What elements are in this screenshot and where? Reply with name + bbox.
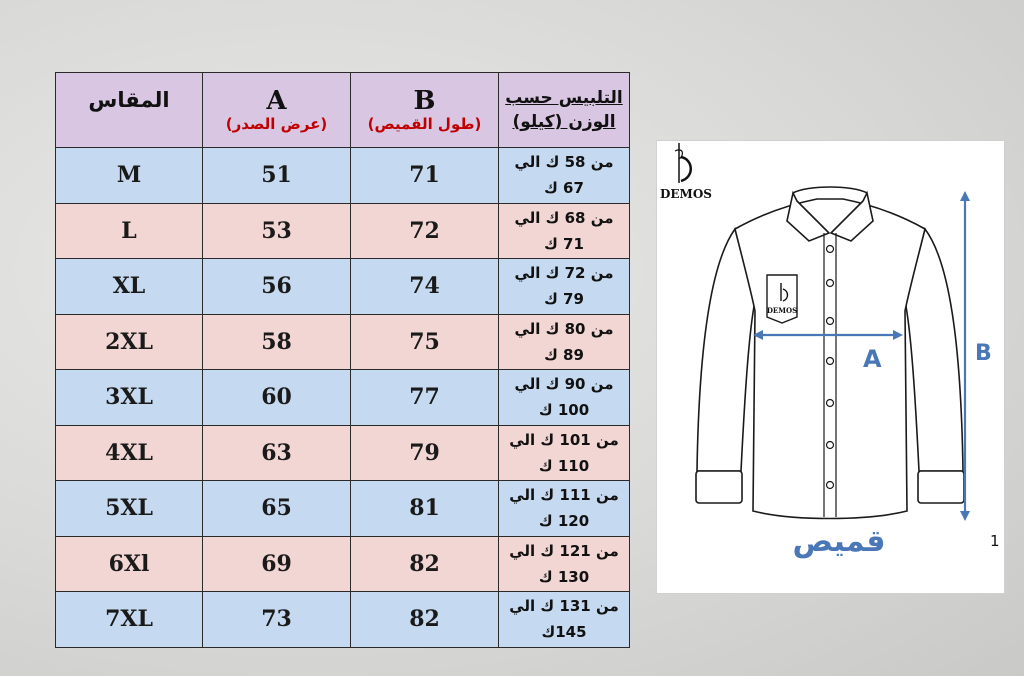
chest-width-cell: 63 bbox=[203, 425, 351, 481]
chest-width-cell: 65 bbox=[203, 481, 351, 537]
table-row bbox=[56, 536, 630, 592]
shirt-length-cell: 82 bbox=[351, 592, 499, 648]
weight-range-cell bbox=[499, 592, 630, 648]
size-cell: 2XL bbox=[56, 314, 203, 370]
chest-width-cell: 60 bbox=[203, 370, 351, 426]
table-row bbox=[56, 370, 630, 426]
measure-b-label: B bbox=[975, 341, 992, 366]
size-cell: 5XL bbox=[56, 481, 203, 537]
header-size bbox=[56, 73, 203, 148]
size-chart-table bbox=[55, 72, 630, 648]
shirt-pocket bbox=[767, 275, 797, 323]
weight-range-line1: من 101 ك الي bbox=[509, 430, 619, 449]
weight-range-line2: 67 ك bbox=[544, 179, 584, 198]
weight-range-line2: 120 ك bbox=[538, 512, 590, 531]
weight-range-line1: من 121 ك الي bbox=[509, 541, 619, 560]
shirt-length-cell: 82 bbox=[351, 536, 499, 592]
weight-range-line1: من 111 ك الي bbox=[509, 486, 619, 505]
weight-range-line2: 100 ك bbox=[538, 401, 590, 420]
weight-range-line1: من 80 ك الي bbox=[514, 319, 614, 338]
shirt-length-cell: 74 bbox=[351, 259, 499, 315]
weight-range-line2: 79 ك bbox=[544, 290, 584, 309]
weight-range-line2: 71 ك bbox=[544, 234, 584, 253]
chest-width-cell: 69 bbox=[203, 536, 351, 592]
header-b-desc: (طول القميص) bbox=[367, 115, 482, 133]
size-cell: 4XL bbox=[56, 425, 203, 481]
weight-range-line2: 145ك bbox=[541, 623, 587, 642]
header-a bbox=[203, 73, 351, 148]
weight-range-line2: 89 ك bbox=[544, 345, 584, 364]
brand-logo bbox=[675, 143, 691, 183]
size-cell: M bbox=[56, 148, 203, 204]
weight-range-cell bbox=[499, 314, 630, 370]
weight-range-cell bbox=[499, 370, 630, 426]
table-row bbox=[56, 148, 630, 204]
chest-width-cell: 58 bbox=[203, 314, 351, 370]
table-header-row bbox=[56, 73, 630, 148]
weight-range-cell bbox=[499, 536, 630, 592]
header-weight-line2: الوزن (كيلو) bbox=[512, 112, 616, 132]
size-cell: 7XL bbox=[56, 592, 203, 648]
table-row bbox=[56, 592, 630, 648]
weight-range-line1: من 131 ك الي bbox=[509, 597, 619, 616]
chest-width-cell: 51 bbox=[203, 148, 351, 204]
header-size-label: المقاس bbox=[88, 88, 170, 112]
table-row bbox=[56, 425, 630, 481]
brand-name: DEMOS bbox=[660, 187, 712, 201]
shirt-caption: قميص bbox=[792, 524, 886, 559]
table-row bbox=[56, 481, 630, 537]
header-a-desc: (عرض الصدر) bbox=[225, 115, 328, 133]
shirt-length-cell: 79 bbox=[351, 425, 499, 481]
shirt-length-cell: 77 bbox=[351, 370, 499, 426]
page-number: 1 bbox=[990, 532, 1000, 550]
weight-range-line2: 130 ك bbox=[538, 567, 590, 586]
size-cell: XL bbox=[56, 259, 203, 315]
chest-width-cell: 73 bbox=[203, 592, 351, 648]
shirt-diagram bbox=[657, 141, 1004, 593]
shirt-length-cell: 71 bbox=[351, 148, 499, 204]
weight-range-cell bbox=[499, 425, 630, 481]
shirt-diagram-panel bbox=[656, 140, 1005, 594]
header-weight bbox=[499, 73, 630, 148]
weight-range-line1: من 72 ك الي bbox=[514, 264, 614, 283]
weight-range-cell bbox=[499, 203, 630, 259]
pocket-brand: DEMOS bbox=[766, 306, 798, 315]
shirt-length-cell: 72 bbox=[351, 203, 499, 259]
size-cell: 6Xl bbox=[56, 536, 203, 592]
weight-range-line2: 110 ك bbox=[538, 456, 590, 475]
shirt-outline bbox=[696, 187, 964, 519]
weight-range-line1: من 58 ك الي bbox=[514, 153, 614, 172]
table-row bbox=[56, 314, 630, 370]
chest-width-cell: 53 bbox=[203, 203, 351, 259]
weight-range-line1: من 90 ك الي bbox=[514, 375, 614, 394]
shirt-length-cell: 75 bbox=[351, 314, 499, 370]
size-cell: 3XL bbox=[56, 370, 203, 426]
header-b-letter: B bbox=[413, 86, 436, 116]
shirt-length-cell: 81 bbox=[351, 481, 499, 537]
header-b bbox=[351, 73, 499, 148]
table-row bbox=[56, 259, 630, 315]
weight-range-cell bbox=[499, 481, 630, 537]
chest-width-cell: 56 bbox=[203, 259, 351, 315]
weight-range-line1: من 68 ك الي bbox=[514, 208, 614, 227]
weight-range-cell bbox=[499, 148, 630, 204]
table-row bbox=[56, 203, 630, 259]
header-weight-line1: التلبيس حسب bbox=[505, 88, 623, 108]
size-cell: L bbox=[56, 203, 203, 259]
header-a-letter: A bbox=[266, 86, 287, 116]
measure-a-label: A bbox=[863, 345, 882, 373]
weight-range-cell bbox=[499, 259, 630, 315]
